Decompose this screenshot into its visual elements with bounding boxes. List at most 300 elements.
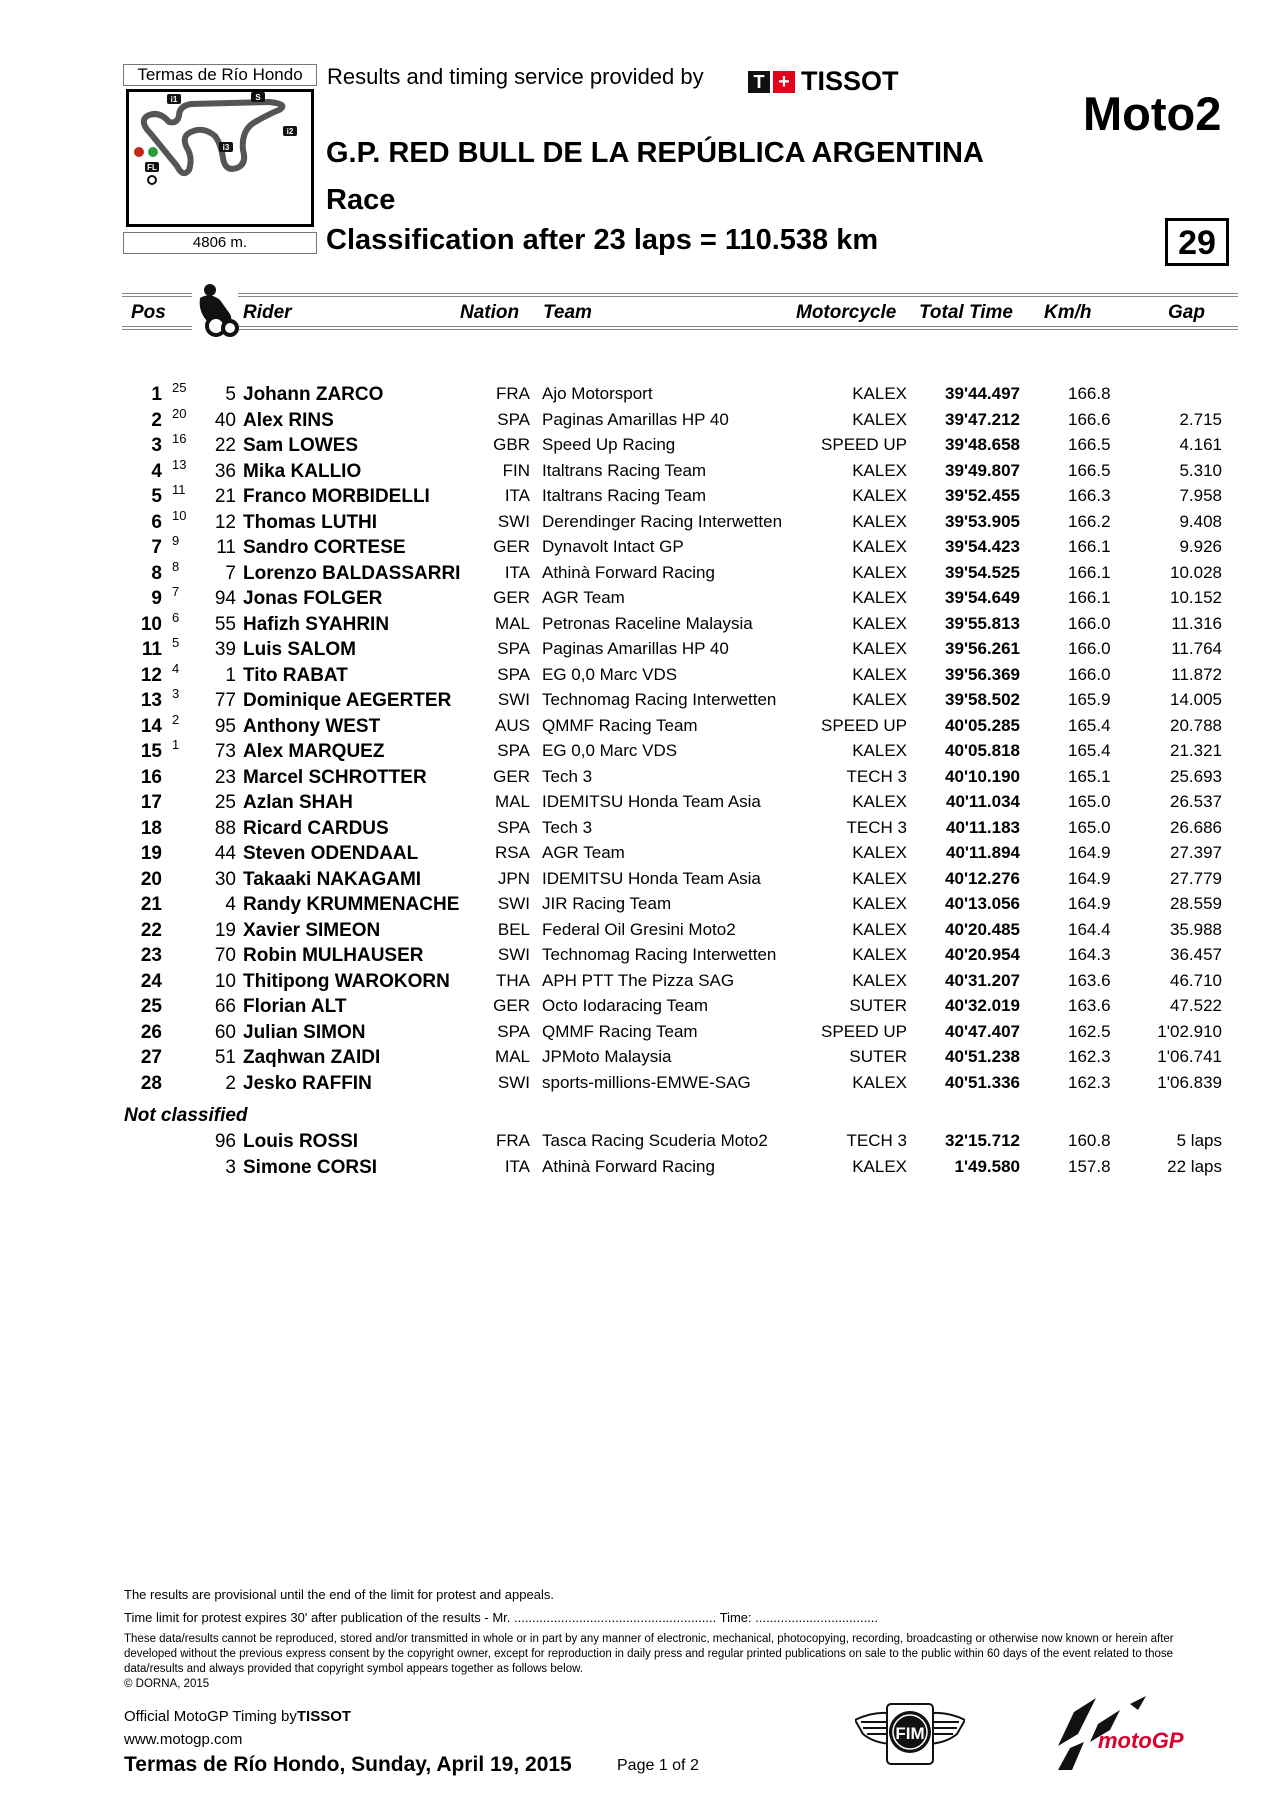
result-row: [0, 686, 1280, 715]
col-header-team: Team: [543, 302, 592, 323]
total-time: 40'32.019: [945, 996, 1020, 1015]
position: 16: [140, 766, 162, 788]
points: 7: [172, 584, 180, 599]
nation: SPA: [497, 664, 530, 684]
team-name: IDEMITSU Honda Team Asia: [542, 868, 761, 888]
motorcycle: KALEX: [852, 970, 907, 990]
motorcycle: SUTER: [849, 996, 907, 1015]
official-timing-prefix: Official MotoGP Timing by: [124, 1708, 297, 1725]
nation: GER: [493, 537, 530, 556]
speed-kmh: 165.1: [1068, 766, 1111, 786]
nation: ITA: [504, 1156, 530, 1176]
total-time: 39'55.813: [945, 613, 1020, 633]
result-row: [0, 1022, 1280, 1047]
speed-kmh: 166.1: [1068, 537, 1111, 556]
rider-number: 73: [214, 741, 236, 762]
venue-date: Termas de Río Hondo, Sunday, April 19, 2015: [124, 1753, 572, 1776]
tissot-t-mark: T: [748, 71, 770, 93]
team-name: Italtrans Racing Team: [542, 486, 707, 505]
result-row: [0, 533, 1280, 562]
motorcycle: SPEED UP: [821, 435, 907, 454]
rider-name: Sam LOWES: [243, 435, 359, 456]
team-name: JIR Racing Team: [542, 894, 672, 913]
total-time: 40'51.238: [945, 1047, 1020, 1066]
svg-text:i1: i1: [170, 95, 178, 104]
classification-summary: Classification after 23 laps = 110.538 km: [326, 224, 879, 256]
gap: 9.408: [1179, 511, 1222, 531]
speed-kmh: 165.9: [1068, 690, 1111, 709]
col-header-motorcycle: Motorcycle: [796, 302, 897, 323]
speed-kmh: 166.1: [1068, 562, 1111, 582]
position: 9: [151, 588, 162, 609]
rider-name: Marcel SCHROTTER: [243, 766, 427, 788]
copyright: © DORNA, 2015: [124, 1678, 210, 1690]
result-row: [0, 945, 1280, 970]
svg-text:FL: FL: [147, 163, 157, 172]
rider-name: Hafizh SYAHRIN: [243, 613, 390, 635]
position: 28: [140, 1072, 162, 1094]
team-name: Paginas Amarillas HP 40: [542, 409, 729, 429]
nation: FIN: [502, 460, 530, 480]
position: 26: [140, 1021, 162, 1043]
speed-kmh: 157.8: [1068, 1156, 1111, 1176]
result-row: [0, 818, 1280, 843]
header-rule: [238, 296, 1238, 297]
position: 3: [151, 435, 162, 456]
speed-kmh: 163.6: [1068, 996, 1111, 1015]
rider-name: Xavier SIMEON: [243, 919, 381, 941]
rider-name: Louis ROSSI: [243, 1131, 359, 1152]
motorcycle: KALEX: [852, 639, 907, 658]
position: 27: [140, 1047, 162, 1068]
team-name: Derendinger Racing Interwetten: [542, 511, 783, 531]
speed-kmh: 165.0: [1068, 817, 1111, 837]
speed-kmh: 166.0: [1068, 639, 1111, 658]
position: 15: [140, 741, 162, 762]
total-time: 40'31.207: [945, 970, 1020, 990]
rider-name: Mika KALLIO: [243, 460, 362, 482]
result-row: [0, 558, 1280, 588]
total-time: 40'47.407: [945, 1021, 1020, 1041]
motorcycle: SPEED UP: [821, 1021, 907, 1041]
circuit-length: 4806 m.: [123, 232, 317, 254]
result-row: [0, 635, 1280, 664]
rider-number: 25: [214, 792, 236, 813]
motorcycle: KALEX: [852, 537, 907, 556]
position: 24: [140, 970, 162, 992]
rider-number: 51: [214, 1047, 236, 1068]
rider-name: Ricard CARDUS: [243, 817, 389, 839]
nation: GBR: [493, 435, 530, 454]
motorcycle: KALEX: [852, 409, 907, 429]
result-row: [0, 1047, 1280, 1072]
motorcycle: KALEX: [852, 511, 907, 531]
result-row: [0, 456, 1280, 486]
gap: 11.872: [1171, 664, 1222, 684]
points: 3: [172, 686, 180, 701]
rider-name: Johann ZARCO: [243, 384, 384, 405]
total-time: 40'11.034: [945, 792, 1020, 811]
gap: 26.537: [1170, 792, 1222, 811]
speed-kmh: 164.9: [1068, 843, 1111, 862]
not-classified-label: Not classified: [124, 1105, 248, 1126]
header-rule: [122, 296, 192, 297]
rider-number: 21: [214, 486, 236, 507]
gap: 14.005: [1170, 690, 1222, 709]
result-row: [0, 1073, 1280, 1098]
rider-number: 39: [214, 639, 236, 660]
team-name: Octo Iodaracing Team: [542, 996, 708, 1015]
total-time: 39'54.423: [945, 537, 1020, 556]
points: 10: [172, 507, 187, 523]
rider-number: 55: [214, 613, 236, 635]
gap: 21.321: [1170, 741, 1222, 760]
provisional-note: The results are provisional until the end of the limit for protest and appeals.: [124, 1587, 554, 1602]
nation: SWI: [497, 945, 530, 964]
nation: SWI: [497, 690, 530, 709]
rider-name: Tito RABAT: [243, 664, 348, 686]
event-title: G.P. RED BULL DE LA REPÚBLICA ARGENTINA: [326, 137, 984, 169]
position: 25: [140, 996, 162, 1017]
position: 5: [151, 486, 162, 507]
result-row: [0, 996, 1280, 1021]
points: 8: [172, 558, 180, 574]
motorcycle: KALEX: [852, 562, 907, 582]
official-timing: [124, 1708, 351, 1725]
points: 9: [172, 533, 180, 548]
rider-number: 7: [225, 562, 236, 584]
result-row: [0, 894, 1280, 919]
nation: ITA: [504, 562, 530, 582]
rider-name: Robin MULHAUSER: [243, 945, 424, 966]
rider-number: 5: [225, 384, 236, 405]
nation: BEL: [497, 919, 530, 939]
gap: 1'06.839: [1157, 1072, 1222, 1092]
gap: 1'02.910: [1157, 1021, 1222, 1041]
result-row: [0, 405, 1280, 435]
protest-note: Time limit for protest expires 30' after publication of the results - Mr. ........................................................ Time: ..................................: [124, 1610, 879, 1625]
rider-name: Florian ALT: [243, 996, 347, 1017]
position: 2: [151, 409, 162, 431]
rider-number: 1: [225, 664, 236, 686]
speed-kmh: 166.2: [1068, 511, 1111, 531]
team-name: Technomag Racing Interwetten: [542, 945, 777, 964]
motorcycle: KALEX: [852, 894, 907, 913]
total-time: 39'56.261: [945, 639, 1020, 658]
rider-number: 23: [214, 766, 236, 788]
rider-number: 60: [214, 1021, 236, 1043]
motogp-logo: [1048, 1690, 1188, 1775]
position: 7: [151, 537, 162, 558]
result-row: [0, 767, 1280, 792]
speed-kmh: 166.0: [1068, 664, 1111, 684]
motorcycle: TECH 3: [846, 1131, 907, 1150]
gap: 11.764: [1171, 639, 1222, 658]
rider-number: 12: [214, 511, 236, 533]
speed-kmh: 166.5: [1068, 460, 1111, 480]
nation: GER: [493, 996, 530, 1015]
website-link[interactable]: www.motogp.com: [124, 1731, 243, 1748]
nation: GER: [493, 588, 530, 607]
svg-text:i2: i2: [286, 127, 294, 136]
motorcycle-rider-icon: [194, 282, 242, 338]
rider-name: Franco MORBIDELLI: [243, 486, 430, 507]
rider-number: 70: [214, 945, 236, 966]
position: 17: [140, 792, 162, 813]
position: 21: [140, 894, 162, 915]
position: 8: [151, 562, 162, 584]
team-name: Athinà Forward Racing: [542, 562, 715, 582]
motorcycle: KALEX: [852, 690, 907, 709]
rider-name: Jonas FOLGER: [243, 588, 383, 609]
gap: 5.310: [1179, 460, 1222, 480]
rider-number: 19: [214, 919, 236, 941]
rider-name: Lorenzo BALDASSARRI: [243, 562, 461, 584]
nation: SPA: [497, 639, 530, 658]
points: 20: [172, 405, 187, 421]
motorcycle: KALEX: [852, 792, 907, 811]
gap: 5 laps: [1176, 1131, 1222, 1150]
total-time: 40'05.285: [945, 715, 1020, 735]
nation: AUS: [495, 715, 530, 735]
col-header-gap: Gap: [1168, 302, 1205, 323]
speed-kmh: 162.3: [1068, 1072, 1111, 1092]
total-time: 39'54.649: [945, 588, 1020, 607]
result-row: [0, 660, 1280, 690]
position: 6: [151, 511, 162, 533]
speed-kmh: 164.9: [1068, 868, 1111, 888]
motorcycle: KALEX: [852, 486, 907, 505]
speed-kmh: 166.6: [1068, 409, 1111, 429]
result-row: [0, 482, 1280, 511]
rider-name: Alex RINS: [243, 409, 334, 431]
speed-kmh: 162.5: [1068, 1021, 1111, 1041]
header-rule: [238, 326, 1238, 327]
speed-kmh: 160.8: [1068, 1131, 1111, 1150]
motorcycle: KALEX: [852, 1156, 907, 1176]
nation: MAL: [495, 613, 530, 633]
total-time: 40'11.183: [945, 817, 1020, 837]
rider-name: Simone CORSI: [243, 1156, 378, 1178]
team-name: QMMF Racing Team: [542, 715, 698, 735]
total-time: 39'54.525: [945, 562, 1020, 582]
rider-number: 96: [214, 1131, 236, 1152]
position: 14: [140, 715, 162, 737]
team-name: Speed Up Racing: [542, 435, 676, 454]
header-rule: [122, 293, 192, 294]
rider-number: 88: [214, 817, 236, 839]
motorcycle: KALEX: [852, 460, 907, 480]
gap: 10.028: [1170, 562, 1222, 582]
nation: SPA: [497, 409, 530, 429]
rider-number: 3: [225, 1156, 236, 1178]
gap: 2.715: [1179, 409, 1222, 429]
rider-name: Sandro CORTESE: [243, 537, 406, 558]
nation: MAL: [495, 792, 530, 811]
motorcycle: KALEX: [852, 384, 907, 403]
motorcycle: KALEX: [852, 919, 907, 939]
nation: SWI: [497, 511, 530, 531]
rider-number: 77: [214, 690, 236, 711]
rider-number: 30: [214, 868, 236, 890]
position: 11: [141, 639, 162, 660]
gap: 27.397: [1170, 843, 1222, 862]
speed-kmh: 166.5: [1068, 435, 1111, 454]
official-timing-brand: TISSOT: [296, 1708, 352, 1725]
team-name: Paginas Amarillas HP 40: [542, 639, 729, 658]
points: 13: [172, 456, 187, 472]
position: 10: [140, 613, 162, 635]
points: 25: [172, 380, 187, 395]
result-row: [0, 431, 1280, 460]
nation: SPA: [497, 1021, 530, 1041]
gap: 10.152: [1170, 588, 1222, 607]
rider-name: Julian SIMON: [243, 1021, 366, 1043]
speed-kmh: 164.9: [1068, 894, 1111, 913]
gap: 46.710: [1170, 970, 1222, 990]
total-time: 40'51.336: [945, 1072, 1020, 1092]
team-name: QMMF Racing Team: [542, 1021, 698, 1041]
document-number: 29: [1165, 218, 1229, 266]
nation: SWI: [497, 1072, 530, 1092]
nation: JPN: [497, 868, 530, 888]
speed-kmh: 166.3: [1068, 486, 1111, 505]
team-name: Italtrans Racing Team: [542, 460, 707, 480]
rider-number: 40: [214, 409, 236, 431]
team-name: Technomag Racing Interwetten: [542, 690, 777, 709]
gap: 11.316: [1171, 613, 1222, 633]
total-time: 39'53.905: [945, 511, 1020, 531]
header-rule: [122, 329, 192, 330]
position: 19: [140, 843, 162, 864]
header-rule: [238, 329, 1238, 330]
team-name: EG 0,0 Marc VDS: [542, 741, 678, 760]
header-rule: [238, 293, 1238, 294]
total-time: 40'10.190: [945, 766, 1020, 786]
rider-name: Steven ODENDAAL: [243, 843, 419, 864]
speed-kmh: 165.0: [1068, 792, 1111, 811]
total-time: 39'56.369: [945, 664, 1020, 684]
rider-name: Randy KRUMMENACHE: [243, 894, 460, 915]
speed-kmh: 163.6: [1068, 970, 1111, 990]
tissot-wordmark: TISSOT: [801, 66, 899, 96]
header-rule: [122, 326, 192, 327]
position: 18: [140, 817, 162, 839]
motorcycle: KALEX: [852, 945, 907, 964]
gap: 35.988: [1170, 919, 1222, 939]
speed-kmh: 166.8: [1068, 384, 1111, 403]
motorcycle: SUTER: [849, 1047, 907, 1066]
team-name: Tech 3: [542, 766, 593, 786]
swiss-cross-icon: +: [773, 71, 795, 93]
rider-name: Zaqhwan ZAIDI: [243, 1047, 381, 1068]
page-indicator: Page 1 of 2: [617, 1757, 699, 1774]
total-time: 40'05.818: [945, 741, 1020, 760]
rider-name: Anthony WEST: [243, 715, 381, 737]
rider-name: Dominique AEGERTER: [243, 690, 452, 711]
result-row: [0, 920, 1280, 945]
total-time: 39'48.658: [945, 435, 1020, 454]
gap: 47.522: [1170, 996, 1222, 1015]
legal-notice: [124, 1632, 1204, 1692]
nation: ITA: [504, 486, 530, 505]
motorcycle: KALEX: [852, 843, 907, 862]
total-time: 39'58.502: [945, 690, 1020, 709]
result-row: [0, 1131, 1280, 1156]
gap: 28.559: [1170, 894, 1222, 913]
gap: 25.693: [1170, 766, 1222, 786]
nation: FRA: [496, 384, 530, 403]
track-map-icon: [126, 89, 314, 227]
motorcycle: SPEED UP: [821, 715, 907, 735]
nation: SPA: [497, 741, 530, 760]
nation: GER: [493, 766, 530, 786]
team-name: Ajo Motorsport: [542, 384, 653, 403]
rider-number: 36: [214, 460, 236, 482]
nation: THA: [496, 970, 530, 990]
motorcycle: KALEX: [852, 664, 907, 684]
col-header-pos: Pos: [131, 302, 166, 323]
team-name: AGR Team: [542, 843, 625, 862]
motorcycle: KALEX: [852, 1072, 907, 1092]
motorcycle: TECH 3: [846, 817, 907, 837]
rider-name: Luis SALOM: [243, 639, 356, 660]
total-time: 40'20.954: [945, 945, 1020, 964]
speed-kmh: 164.4: [1068, 919, 1111, 939]
motorcycle: KALEX: [852, 613, 907, 633]
gap: 27.779: [1170, 868, 1222, 888]
rider-number: 66: [214, 996, 236, 1017]
rider-number: 10: [214, 970, 236, 992]
rider-name: Thitipong WAROKORN: [243, 970, 450, 992]
total-time: 32'15.712: [945, 1131, 1020, 1150]
speed-kmh: 165.4: [1068, 741, 1111, 760]
position: 22: [140, 919, 162, 941]
rider-number: 95: [214, 715, 236, 737]
rider-number: 11: [216, 537, 236, 558]
timing-provider-text: Results and timing service provided by: [327, 64, 704, 89]
speed-kmh: 165.4: [1068, 715, 1111, 735]
points: 11: [172, 482, 186, 497]
motogp-logo-text: motoGP: [1098, 1728, 1184, 1753]
team-name: EG 0,0 Marc VDS: [542, 664, 678, 684]
rider-name: Azlan SHAH: [243, 792, 353, 813]
result-row: [0, 507, 1280, 537]
team-name: AGR Team: [542, 588, 625, 607]
result-row: [0, 711, 1280, 741]
team-name: Petronas Raceline Malaysia: [542, 613, 753, 633]
result-row: [0, 584, 1280, 613]
points: 2: [172, 711, 180, 727]
col-header-kmh: Km/h: [1044, 302, 1092, 323]
svg-text:i3: i3: [222, 143, 230, 152]
race-class: Moto2: [1083, 87, 1222, 140]
rider-number: 94: [214, 588, 236, 609]
points: 5: [172, 635, 180, 650]
position: 1: [151, 384, 162, 405]
gap: 9.926: [1179, 537, 1222, 556]
total-time: 40'13.056: [945, 894, 1020, 913]
speed-kmh: 166.1: [1068, 588, 1111, 607]
rider-number: 2: [225, 1072, 236, 1094]
team-name: Federal Oil Gresini Moto2: [542, 919, 736, 939]
rider-number: 44: [214, 843, 236, 864]
rider-number: 4: [225, 894, 236, 915]
result-row: [0, 792, 1280, 817]
nation: MAL: [495, 1047, 530, 1066]
fim-logo: [855, 1700, 965, 1770]
total-time: 39'49.807: [945, 460, 1020, 480]
